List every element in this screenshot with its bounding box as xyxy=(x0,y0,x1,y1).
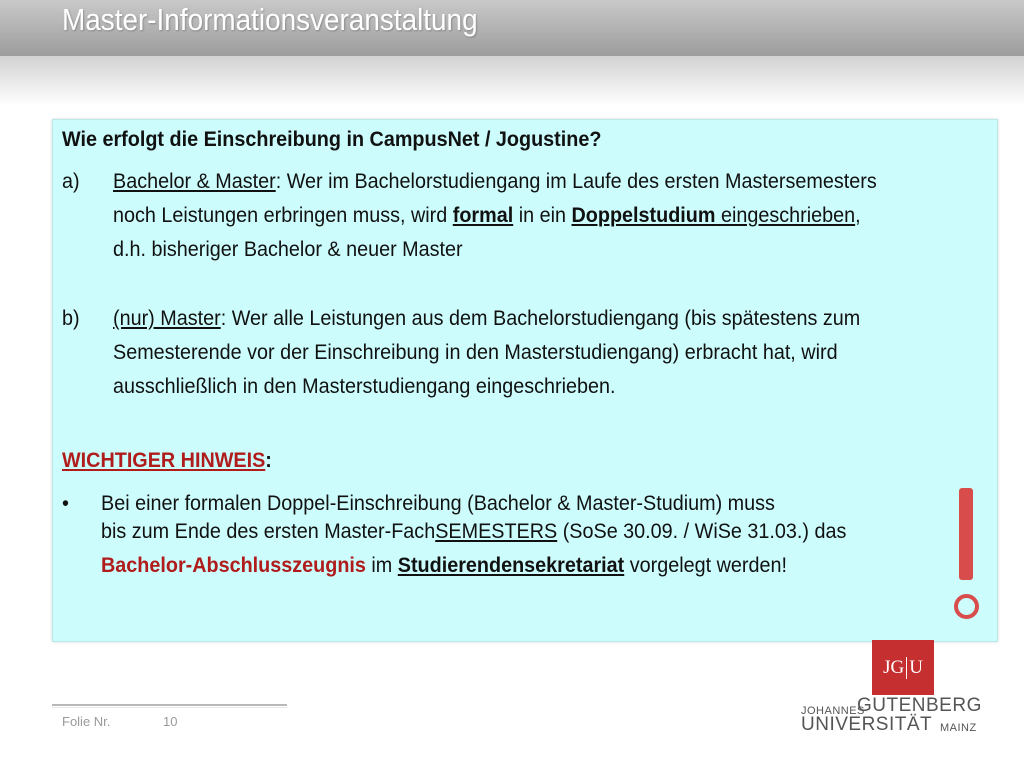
question-heading: Wie erfolgt die Einschreibung in CampusNet / Jogustine? xyxy=(62,127,602,151)
slide-number-label: Folie Nr. xyxy=(62,714,111,729)
note-line-3: Bachelor-Abschlusszeugnis im Studierendensekretariat vorgelegt werden! xyxy=(101,553,787,577)
footer-divider-highlight xyxy=(52,707,287,708)
logo-mark-u: U xyxy=(909,656,923,678)
note-heading: WICHTIGER HINWEIS: xyxy=(62,448,272,472)
formal-emphasis: formal xyxy=(452,203,514,227)
note-bullet: • xyxy=(62,491,69,515)
item-a-line-1: Bachelor & Master: Wer im Bachelorstudiengang im Laufe des ersten Mastersemesters xyxy=(113,169,877,193)
logo-universitaet: UNIVERSITÄT xyxy=(801,714,933,735)
note-line-2: bis zum Ende des ersten Master-FachSEMESTERS (SoSe 30.09. / WiSe 31.03.) das xyxy=(101,519,847,543)
logo-gutenberg: GUTENBERG xyxy=(857,695,982,716)
item-b-marker: b) xyxy=(62,306,80,330)
logo-mark-divider xyxy=(906,657,907,679)
item-b-line-3: ausschließlich in den Masterstudiengang eingeschrieben. xyxy=(113,374,616,398)
exclamation-dot xyxy=(954,594,979,619)
item-b-line-2: Semesterende vor der Einschreibung in den Masterstudiengang) erbracht hat, wird xyxy=(113,340,838,364)
logo-johannes: JOHANNES xyxy=(801,705,865,717)
item-a-line-2: noch Leistungen erbringen muss, wird formal in ein Doppelstudium eingeschrieben, xyxy=(113,203,861,227)
slide-title: Master-Informationsveranstaltung xyxy=(62,2,478,37)
item-a-marker: a) xyxy=(62,169,80,193)
logo-mainz: MAINZ xyxy=(940,722,977,734)
slide-number: 10 xyxy=(163,714,178,729)
university-logo-mark xyxy=(872,640,934,695)
item-b-label: (nur) Master xyxy=(113,306,221,330)
title-bar-shadow xyxy=(0,56,1024,106)
logo-mark-jg: JG xyxy=(883,656,905,678)
abschlusszeugnis-emphasis: Bachelor-Abschlusszeugnis xyxy=(101,553,366,577)
doppelstudium-emphasis: Doppelstudium xyxy=(571,203,716,227)
item-a-label: Bachelor & Master xyxy=(113,169,276,193)
semesters-emphasis: SEMESTERS xyxy=(435,519,558,543)
studierendensekretariat-emphasis: Studierendensekretariat xyxy=(397,553,625,577)
item-a-line-3: d.h. bisheriger Bachelor & neuer Master xyxy=(113,237,463,261)
exclamation-bar xyxy=(959,488,973,580)
note-line-1: Bei einer formalen Doppel-Einschreibung (Bachelor & Master-Studium) muss xyxy=(101,491,775,515)
footer-divider xyxy=(52,704,287,706)
item-b-line-1: (nur) Master: Wer alle Leistungen aus dem Bachelorstudiengang (bis spätestens zum xyxy=(113,306,861,330)
